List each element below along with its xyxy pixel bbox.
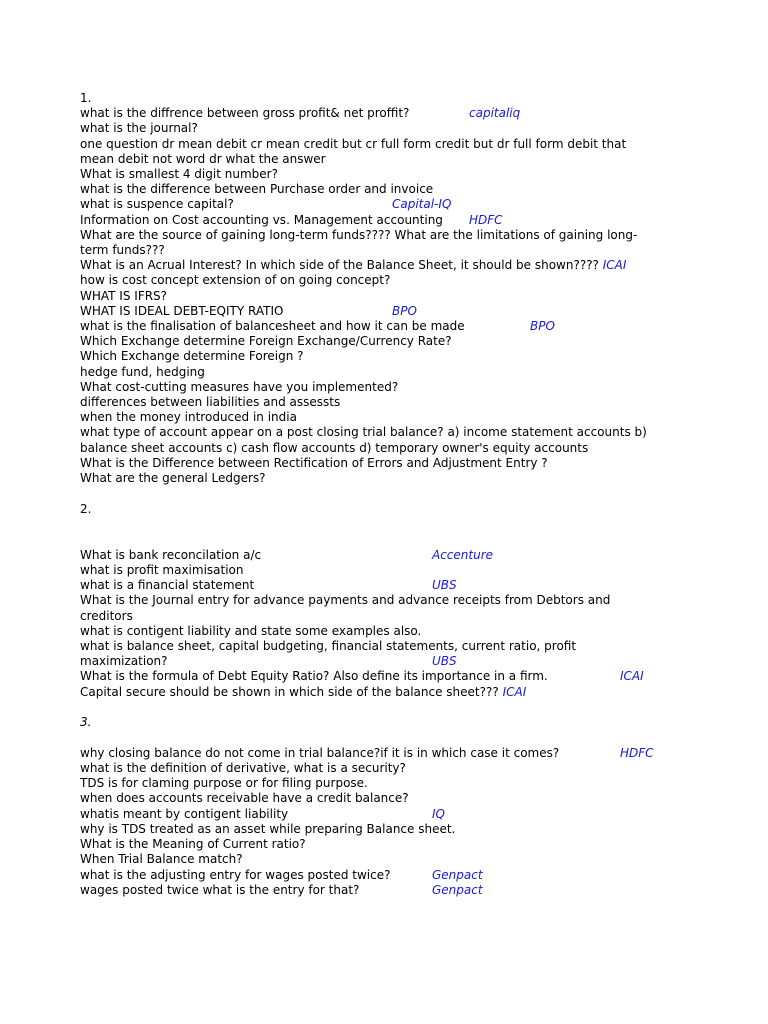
question-line: [80, 776, 368, 791]
question-text: what is the diffrence between gross profit& net proffit?: [80, 106, 410, 120]
question-text: term funds???: [80, 243, 165, 257]
question-text: what is the finalisation of balancesheet and how it can be made: [80, 319, 465, 333]
question-line: [80, 548, 261, 563]
question-line: [80, 304, 283, 319]
question-line: [80, 319, 465, 334]
question-text: What are the general Ledgers?: [80, 471, 266, 485]
question-text: what is profit maximisation: [80, 563, 244, 577]
question-text: Information on Cost accounting vs. Management accounting: [80, 213, 443, 227]
question-line: [80, 593, 610, 608]
question-line: [80, 822, 455, 837]
question-text: TDS is for claming purpose or for filing purpose.: [80, 776, 368, 790]
section-number: 3.: [80, 715, 92, 729]
question-line: [80, 152, 326, 167]
question-text: when does accounts receivable have a credit balance?: [80, 791, 409, 805]
company-tag: ICAI: [602, 258, 627, 272]
question-text: what is a financial statement: [80, 578, 255, 592]
question-line: [80, 395, 340, 410]
question-text: what is the adjusting entry for wages posted twice?: [80, 868, 391, 882]
question-line: [80, 349, 304, 364]
question-text: maximization?: [80, 654, 168, 668]
question-line: [80, 807, 288, 822]
question-text: why closing balance do not come in trial balance?if it is in which case it comes?: [80, 746, 560, 760]
company-tag: Genpact: [432, 883, 483, 897]
question-text: whatis meant by contigent liability: [80, 807, 289, 821]
question-text: What is an Acrual Interest? In which side of the Balance Sheet, it should be shown????: [80, 258, 599, 272]
question-line: [80, 380, 398, 395]
question-line: [80, 883, 359, 898]
question-text: balance sheet accounts c) cash flow accounts d) temporary owner's equity accounts: [80, 441, 589, 455]
question-text: What is the formula of Debt Equity Ratio? Also define its importance in a firm.: [80, 669, 548, 683]
question-line: [80, 197, 234, 212]
question-text: what is the difference between Purchase order and invoice: [80, 182, 434, 196]
question-line: [80, 365, 205, 380]
question-line: [80, 334, 452, 349]
question-line: [80, 624, 421, 639]
company-tag: Accenture: [432, 548, 494, 562]
section-number: 1.: [80, 91, 92, 105]
question-text: what is the journal?: [80, 121, 198, 135]
question-text: hedge fund, hedging: [80, 365, 205, 379]
question-line: [80, 852, 243, 867]
question-text: what type of account appear on a post closing trial balance? a) income statement accounts b): [80, 425, 647, 439]
question-line: [80, 167, 278, 182]
question-line: [80, 639, 576, 654]
question-line: [80, 425, 647, 440]
company-tag: HDFC: [620, 746, 654, 760]
question-text: What is the Journal entry for advance payments and advance receipts from Debtors and: [80, 593, 611, 607]
question-text: Which Exchange determine Foreign Exchange/Currency Rate?: [80, 334, 452, 348]
question-text: creditors: [80, 609, 133, 623]
question-text: What is the Meaning of Current ratio?: [80, 837, 306, 851]
question-line: [80, 791, 409, 806]
question-line: [80, 121, 198, 136]
question-text: Which Exchange determine Foreign ?: [80, 349, 304, 363]
question-line: [80, 669, 548, 684]
question-line: [80, 213, 443, 228]
company-tag: BPO: [392, 304, 417, 318]
question-line: [80, 868, 390, 883]
question-text: how is cost concept extension of on going concept?: [80, 273, 391, 287]
company-tag: UBS: [432, 654, 457, 668]
question-line: [80, 685, 526, 700]
question-line: [80, 563, 244, 578]
question-line: [80, 228, 637, 243]
question-text: WHAT IS IDEAL DEBT-EQITY RATIO: [80, 304, 284, 318]
company-tag: capitaliq: [469, 106, 521, 120]
question-line: [80, 137, 626, 152]
question-text: what is balance sheet, capital budgeting, financial statements, current ratio, profit: [80, 639, 577, 653]
question-line: [80, 654, 168, 669]
section-number: 2.: [80, 502, 92, 516]
question-text: what is suspence capital?: [80, 197, 234, 211]
question-text: differences between liabilities and assessts: [80, 395, 341, 409]
question-line: [80, 106, 409, 121]
question-line: [80, 837, 306, 852]
question-line: [80, 182, 433, 197]
company-tag: BPO: [530, 319, 555, 333]
question-text: When Trial Balance match?: [80, 852, 243, 866]
company-tag: ICAI: [620, 669, 644, 683]
question-text: what is the definition of derivative, what is a security?: [80, 761, 406, 775]
question-text: What cost-cutting measures have you implemented?: [80, 380, 399, 394]
question-text: Capital secure should be shown in which side of the balance sheet???: [80, 685, 499, 699]
question-line: [80, 243, 165, 258]
company-tag: HDFC: [469, 213, 503, 227]
question-line: [80, 578, 254, 593]
question-text: what is contigent liability and state some examples also.: [80, 624, 422, 638]
question-text: when the money introduced in india: [80, 410, 297, 424]
question-line: [80, 273, 390, 288]
question-text: What is the Difference between Rectification of Errors and Adjustment Entry ?: [80, 456, 548, 470]
question-text: What is bank reconcilation a/c: [80, 548, 262, 562]
question-line: [80, 258, 626, 273]
question-line: [80, 471, 266, 486]
company-tag: Capital-IQ: [392, 197, 452, 211]
question-line: [80, 289, 167, 304]
question-line: [80, 761, 406, 776]
question-line: [80, 746, 559, 761]
company-tag: Genpact: [432, 868, 483, 882]
question-text: mean debit not word dr what the answer: [80, 152, 326, 166]
question-text: What is smallest 4 digit number?: [80, 167, 278, 181]
question-text: why is TDS treated as an asset while preparing Balance sheet.: [80, 822, 456, 836]
question-line: [80, 410, 297, 425]
question-line: [80, 456, 548, 471]
question-text: wages posted twice what is the entry for that?: [80, 883, 360, 897]
question-text: WHAT IS IFRS?: [80, 289, 168, 303]
question-line: [80, 609, 133, 624]
question-text: one question dr mean debit cr mean credit but cr full form credit but dr full form debit that: [80, 137, 627, 151]
company-tag: UBS: [432, 578, 457, 592]
question-line: [80, 441, 588, 456]
company-tag: ICAI: [502, 685, 527, 699]
company-tag: IQ: [432, 807, 445, 821]
question-text: What are the source of gaining long-term funds???? What are the limitations of gaining long-: [80, 228, 638, 242]
